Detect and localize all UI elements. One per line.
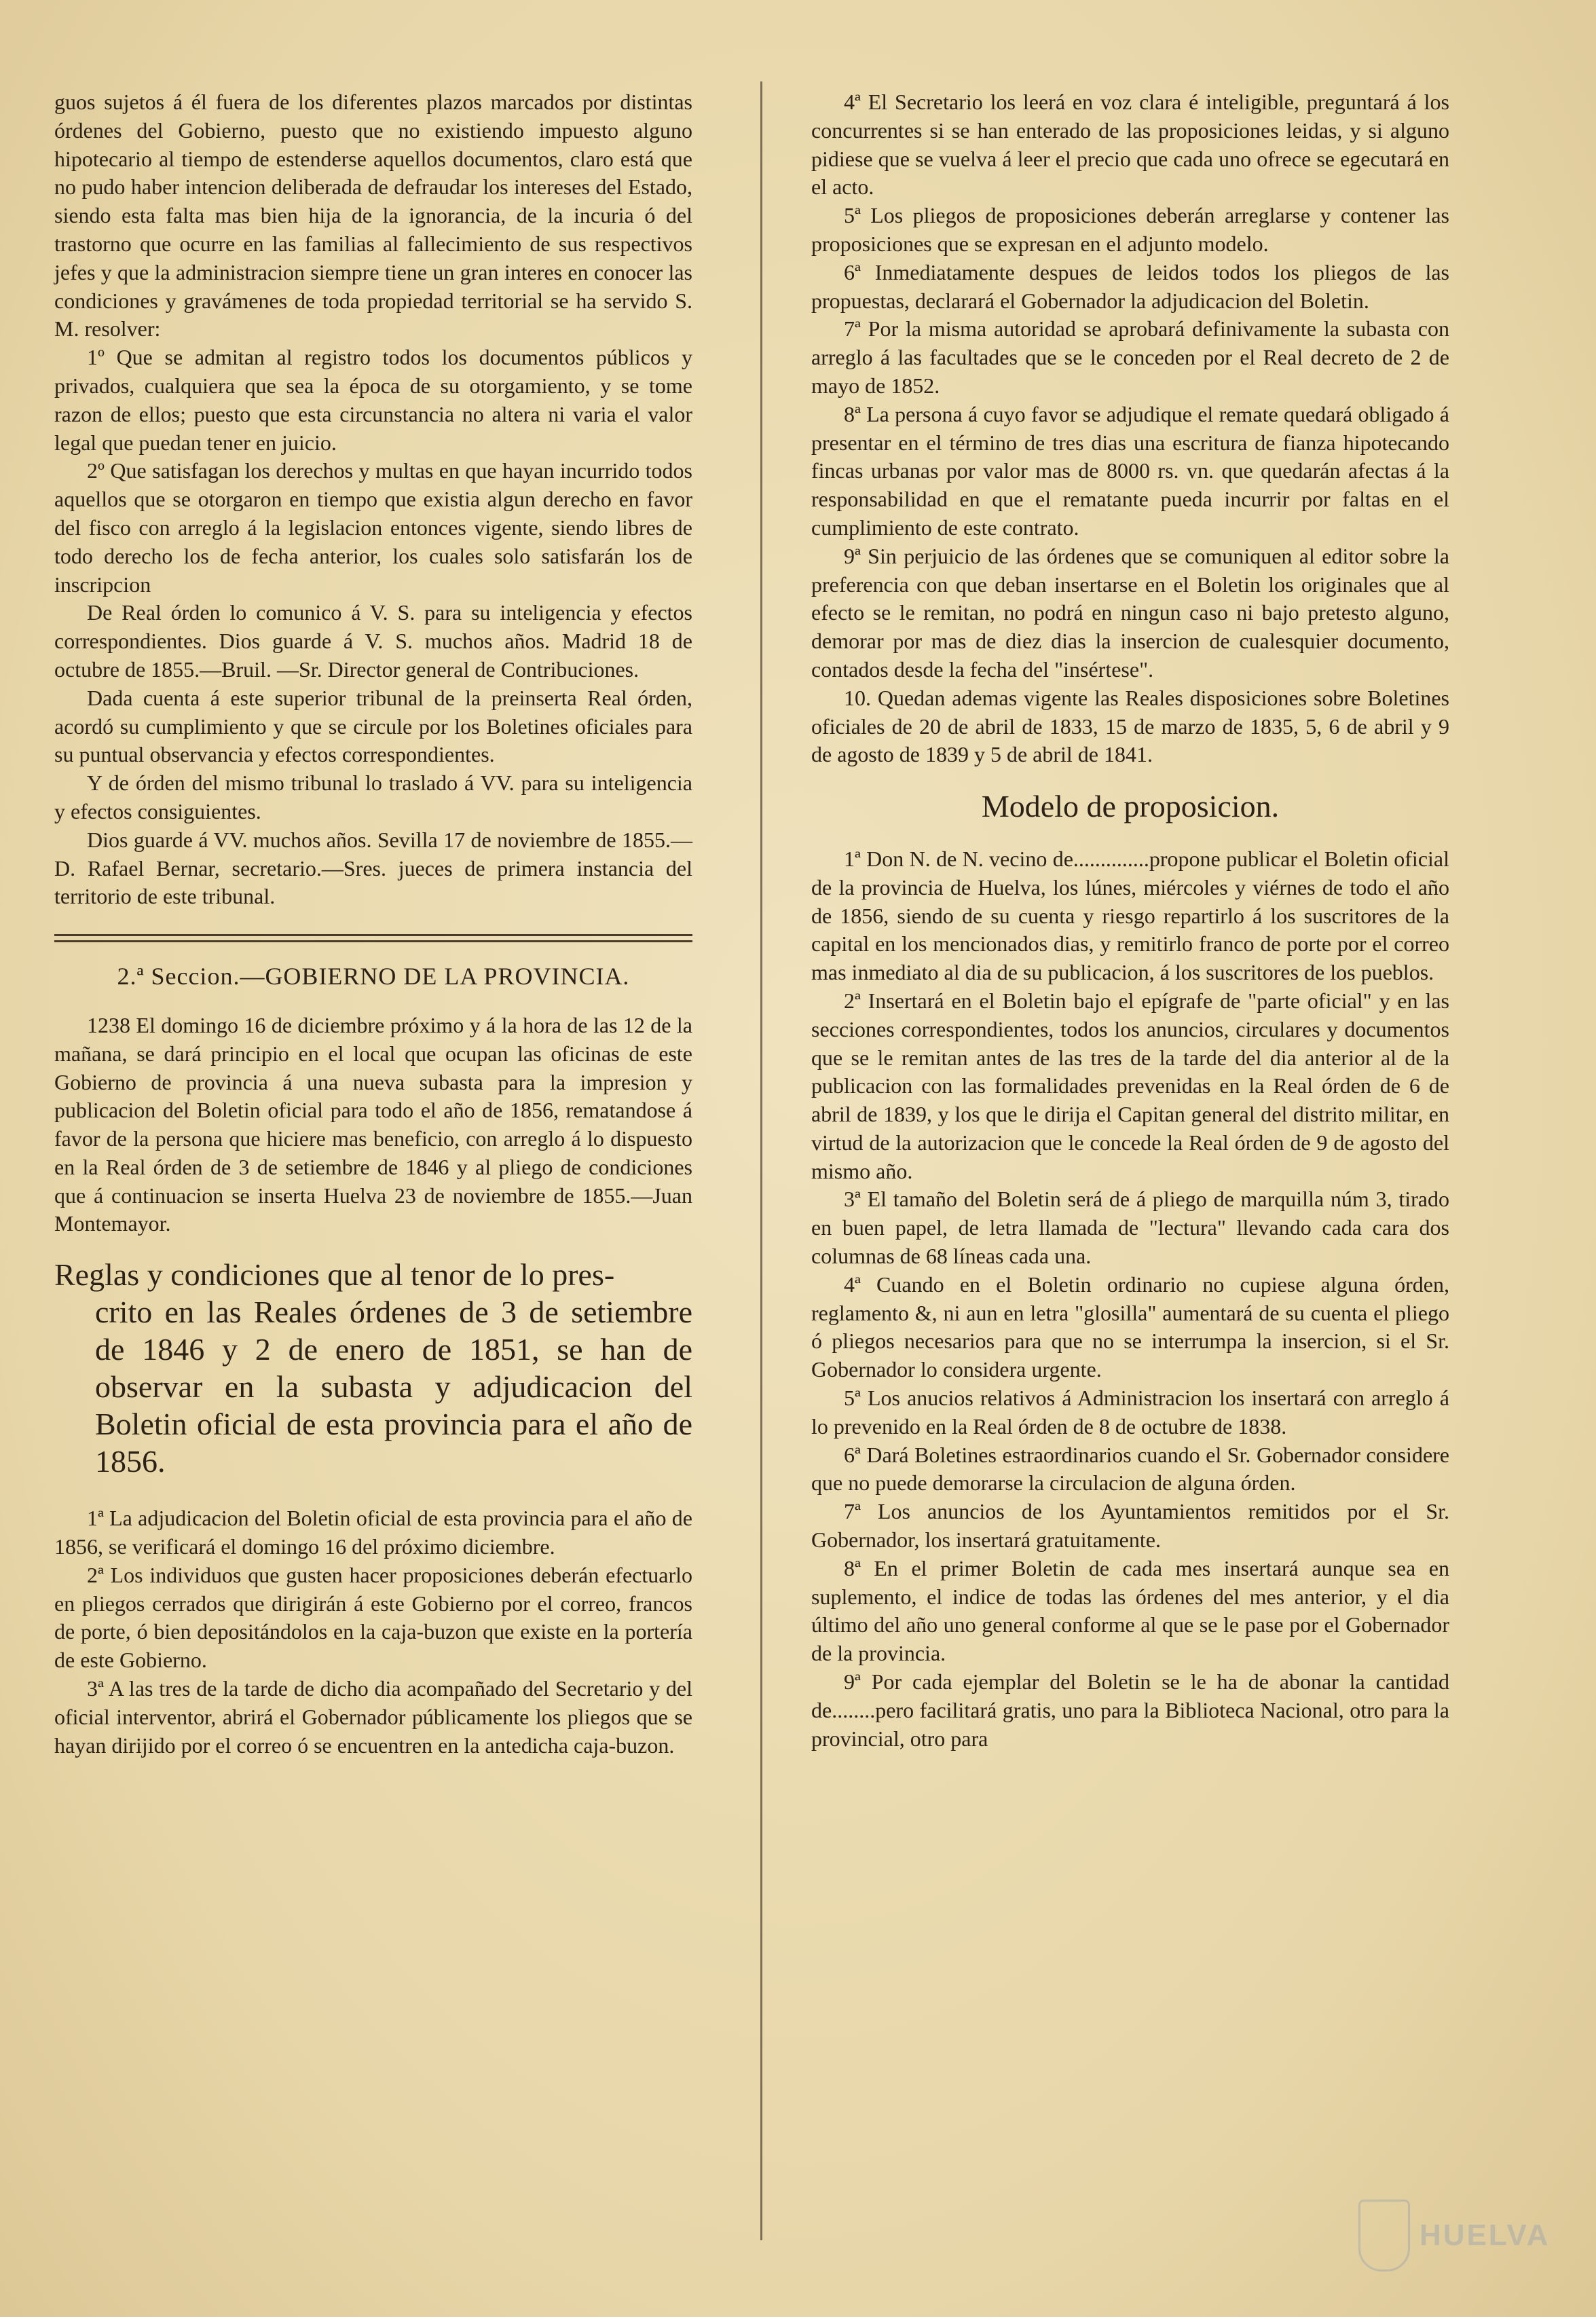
rule-item: 7ª Por la misma autoridad se aprobará definivamente la subasta con arreglo á las facultades que se le conceden por el Real decreto de 2 de mayo de 1852. [811, 316, 1449, 398]
rule-item: 8ª La persona á cuyo favor se adjudique el remate quedará obligado á presentar en el término de tres dias una escritura de fianza hipotecando fincas urbanas por valor mas de 8000 rs. vn. que quedarán afectas á la responsabilidad en que el rematante pueda incurrir por faltas en el cumplimiento de este contrato. [811, 401, 1449, 540]
paragraph: Dios guarde á VV. muchos años. Sevilla 17 de noviembre de 1855.—D. Rafael Bernar, secretario.—Sres. jueces de primera instancia del territorio de este tribunal. [54, 827, 692, 909]
left-column [54, 88, 692, 1760]
section-heading: 2.ª Seccion.—GOBIERNO DE LA PROVINCIA. [117, 963, 630, 990]
rules-title-rest: crito en las Reales órdenes de 3 de setiembre de 1846 y 2 de enero de 1851, se han de observar en la subasta y adjudicacion del Boletin oficial de esta provincia para el año de 1856. [95, 1295, 692, 1479]
rules-title-first-line: Reglas y condiciones que al tenor de lo pres- [54, 1257, 615, 1293]
right-column [811, 88, 1449, 1753]
modelo-item: 2ª Insertará en el Boletin bajo el epígrafe de "parte oficial" y en las secciones correspondientes, todos los anuncios, circulares y documentos que se le remitan antes de las tres de la tarde del dia anterior al de la publicacion con las formalidades prevenidas en la Real órden de 6 de abril de 1839, y los que le dirija el Capitan general del distrito militar, en virtud de la autorizacion que le concede la Real órden de 9 de agosto del mismo año. [811, 988, 1449, 1183]
rule-item: 6ª Inmediatamente despues de leidos todos los pliegos de las propuestas, declarará el Gobernador la adjudicacion del Boletin. [811, 259, 1449, 313]
modelo-item: 6ª Dará Boletines estraordinarios cuando el Sr. Gobernador considere que no puede demorarse la circulacion de alguna órden. [811, 1442, 1449, 1496]
rule-item: 10. Quedan ademas vigente las Reales disposiciones sobre Boletines oficiales de 20 de abril de 1833, 15 de marzo de 1835, 5, 6 de abril y 9 de agosto de 1839 y 5 de abril de 1841. [811, 685, 1449, 767]
modelo-item: 5ª Los anucios relativos á Administracion los insertará con arreglo á lo prevenido en la Real órden de 8 de octubre de 1838. [811, 1386, 1449, 1439]
section-divider [54, 934, 692, 942]
modelo-item: 7ª Los anuncios de los Ayuntamientos remitidos por el Sr. Gobernador, los insertará gratuitamente. [811, 1499, 1449, 1553]
paragraph: 2º Que satisfagan los derechos y multas en que hayan incurrido todos aquellos que se otorgaron en tiempo que existia algun derecho en favor del fisco con arreglo á la legislacion entonces vigente, siendo libres de todo derecho los de fecha anterior, los cuales solo satisfarán los de inscripcion [54, 458, 692, 597]
paragraph: Y de órden del mismo tribunal lo traslado á VV. para su inteligencia y efectos consiguientes. [54, 771, 692, 823]
rule-item: 9ª Sin perjuicio de las órdenes que se comuniquen al editor sobre la preferencia con que deban insertarse en el Boletin los originales que al efecto se le remitan, no podrá en ningun caso ni bajo pretesto alguno, demorar por mas de diez dias la insercion de cualesquier documento, contados desde la fecha del "insértese". [811, 543, 1449, 682]
modelo-item: 3ª El tamaño del Boletin será de á pliego de marquilla núm 3, tirado en buen papel, de letra llamada de "lectura" llevando cada cara dos columnas de 68 líneas cada una. [811, 1187, 1449, 1269]
rules-title [54, 1256, 692, 1480]
modelo-item: 8ª En el primer Boletin de cada mes insertará aunque sea en suplemento, el indice de todas las órdenes del mes anterior, y el dia último del año uno general conforme al que se le pase por el Gobernador de la provincia. [811, 1555, 1449, 1666]
column-divider [760, 81, 762, 2240]
rule-item: 2ª Los individuos que gusten hacer proposiciones deberán efectuarlo en pliegos cerrados que dirigirán á este Gobierno por el correo, francos de porte, ó bien depositándolos en la caja-buzon que existe en la portería de este Gobierno. [54, 1562, 692, 1673]
rule-item: 5ª Los pliegos de proposiciones deberán arreglarse y contener las proposiciones que se expresan en el adjunto modelo. [811, 203, 1449, 256]
rule-item: 1ª La adjudicacion del Boletin oficial de esta provincia para el año de 1856, se verificará el domingo 16 del próximo diciembre. [54, 1506, 692, 1559]
archive-watermark [1358, 2195, 1562, 2276]
paragraph: Dada cuenta á este superior tribunal de la preinserta Real órden, acordó su cumplimiento y que se circule por los Boletines oficiales para su puntual observancia y efectos correspondientes. [54, 685, 692, 767]
crest-icon [1358, 2200, 1410, 2272]
modelo-item: 9ª Por cada ejemplar del Boletin se le ha de abonar la cantidad de........pero facilitará gratis, uno para la Biblioteca Nacional, otro para la provincial, otro para [811, 1669, 1449, 1751]
modelo-item: 1ª Don N. de N. vecino de..............propone publicar el Boletin oficial de la provincia de Huelva, los lúnes, miércoles y viérnes de todo el año de 1856, siendo de su cuenta y riesgo repartirlo á los suscritores de la capital en los mencionados dias, y remitirlo franco de porte por el correo mas inmediato al dia de su publicacion, á los suscritores de los pueblos. [811, 846, 1449, 985]
watermark-text: HUELVA [1419, 2219, 1551, 2252]
announcement-paragraph: 1238 El domingo 16 de diciembre próximo y á la hora de las 12 de la mañana, se dará principio en el local que ocupan las oficinas de este Gobierno de provincia á una nueva subasta para la impresion y publicacion del Boletin oficial para todo el año de 1856, rematandose á favor de la persona que hiciere mas beneficio, con arreglo á lo dispuesto en la Real órden de 3 de setiembre de 1846 y al pliego de condiciones que á continuacion se inserta Huelva 23 de noviembre de 1855.—Juan Montemayor. [54, 1012, 692, 1236]
modelo-item: 4ª Cuando en el Boletin ordinario no cupiese alguna órden, reglamento &, ni aun en letra "glosilla" aumentará de su cuenta el pliego ó pliegos necesarios para que no se interrumpa la insercion, si el Sr. Gobernador lo considera urgente. [811, 1272, 1449, 1382]
paragraph: De Real órden lo comunico á V. S. para su inteligencia y efectos correspondientes. Dios guarde á V. S. muchos años. Madrid 18 de octubre de 1855.—Bruil. —Sr. Director general de Contribuciones. [54, 600, 692, 682]
rule-item: 3ª A las tres de la tarde de dicho dia acompañado del Secretario y del oficial interventor, abrirá el Gobernador públicamente los pliegos que se hayan dirijido por el correo ó se encuentren en la antedicha caja-buzon. [54, 1676, 692, 1758]
rule-item: 4ª El Secretario los leerá en voz clara é inteligible, preguntará á los concurrentes si se han enterado de las proposiciones leidas, y si alguno pidiese que se vuelva á leer el precio que cada uno ofrece se egecutará en el acto. [811, 90, 1449, 200]
paragraph: 1º Que se admitan al registro todos los documentos públicos y privados, cualquiera que sea la época de su otorgamiento, y se tome razon de ellos; puesto que esta circunstancia no altera ni varia el valor legal que puedan tener en juicio. [54, 345, 692, 455]
paragraph: guos sujetos á él fuera de los diferentes plazos marcados por distintas órdenes del Gobierno, puesto que no existiendo impuesto alguno hipotecario al tiempo de estenderse aquellos documentos, claro está que no pudo haber intencion deliberada de defraudar los intereses del Estado, siendo esta falta mas bien hija de la ignorancia, de la incuria ó del trastorno que ocurre en las familias al fallecimiento de sus respectivos jefes y que la administracion siempre tiene un gran interes en conocer las condiciones y gravámenes de toda propiedad territorial se ha servido S. M. resolver: [54, 90, 692, 341]
modelo-heading: Modelo de proposicion. [981, 789, 1280, 824]
